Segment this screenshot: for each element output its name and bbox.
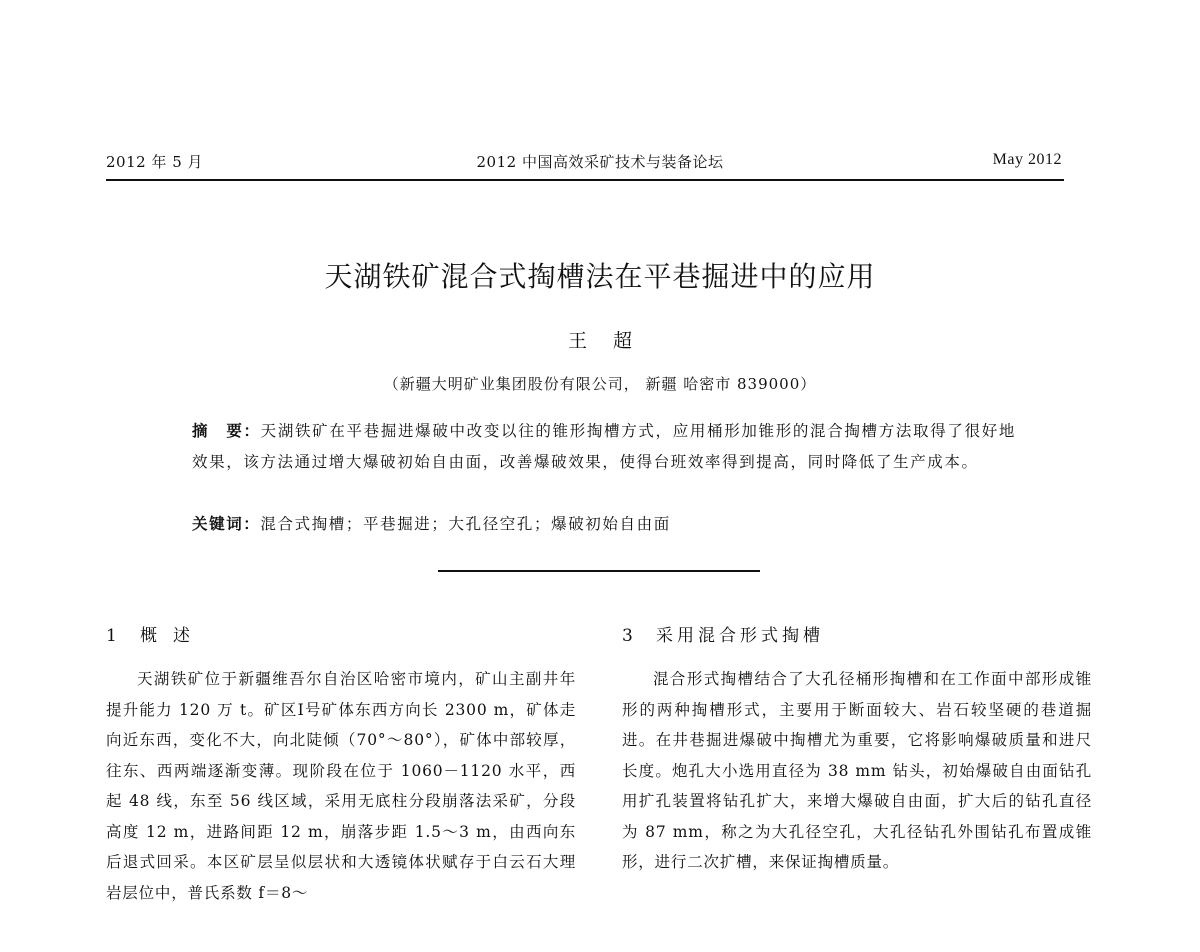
paragraph: 天湖铁矿位于新疆维吾尔自治区哈密市境内，矿山主副井年提升能力 120 万 t。矿区Ⅰ号矿体东西方向长 2300 m，矿体走向近东西，变化不大，向北陡倾（70°～80°），矿体中部较厚，往东、西两端逐渐变薄。现阶段在位于 1060－1120 水平，西起 48 线，东至 56 线区域，采用无底柱分段崩落法采矿，分段高度 12 m，进路间距 12 m，崩落步距 1.5～3 m，由西向东后退式回采。本区矿层呈似层状和大透镜体状赋存于白云石大理岩层位中，普氏系数 f＝8～	[106, 670, 576, 902]
section-number: 3	[622, 626, 634, 646]
keywords-text: 混合式掏槽；平巷掘进；大孔径空孔；爆破初始自由面	[260, 515, 671, 533]
section-3-body	[622, 664, 1092, 878]
author: 王超	[567, 330, 658, 352]
section-heading-1	[106, 621, 206, 646]
section-title: 采用混合形式掏槽	[656, 626, 824, 646]
keywords-label: 关键词：	[192, 515, 261, 533]
paper-title: 天湖铁矿混合式掏槽法在平巷掘进中的应用	[324, 260, 876, 293]
abstract-text: 天湖铁矿在平巷掘进爆破中改变以往的锥形掏槽方式，应用桶形加锥形的混合掏槽方法取得了很好地效果，该方法通过增大爆破初始自由面，改善爆破效果，使得台班效率得到提高，同时降低了生产成本。	[192, 422, 1016, 471]
abstract-label: 摘 要：	[192, 422, 261, 440]
running-header-date-en: May 2012	[992, 151, 1062, 168]
section-1-body	[106, 664, 576, 908]
keywords	[192, 509, 1016, 540]
section-title: 概述	[140, 626, 206, 646]
running-header-journal: 2012 中国高效采矿技术与装备论坛	[476, 153, 724, 171]
header-rule	[106, 179, 1064, 181]
running-header-date: 2012 年 5 月	[106, 153, 204, 171]
paragraph: 混合形式掏槽结合了大孔径桶形掏槽和在工作面中部形成锥形的两种掏槽形式，主要用于断面较大、岩石较坚硬的巷道掘进。在井巷掘进爆破中掏槽尤为重要，它将影响爆破质量和进尺长度。炮孔大小选用直径为 38 mm 钻头，初始爆破自由面钻孔用扩孔装置将钻孔扩大，来增大爆破自由面，扩大后的钻孔直径为 87 mm，称之为大孔径空孔，大孔径钻孔外围钻孔布置成锥形，进行二次扩槽，来保证掏槽质量。	[622, 670, 1092, 871]
affiliation: （新疆大明矿业集团股份有限公司， 新疆 哈密市 839000）	[383, 375, 817, 393]
abstract	[192, 416, 1016, 478]
section-number: 1	[106, 626, 118, 646]
section-heading-3	[622, 621, 824, 646]
abstract-divider	[438, 570, 760, 572]
